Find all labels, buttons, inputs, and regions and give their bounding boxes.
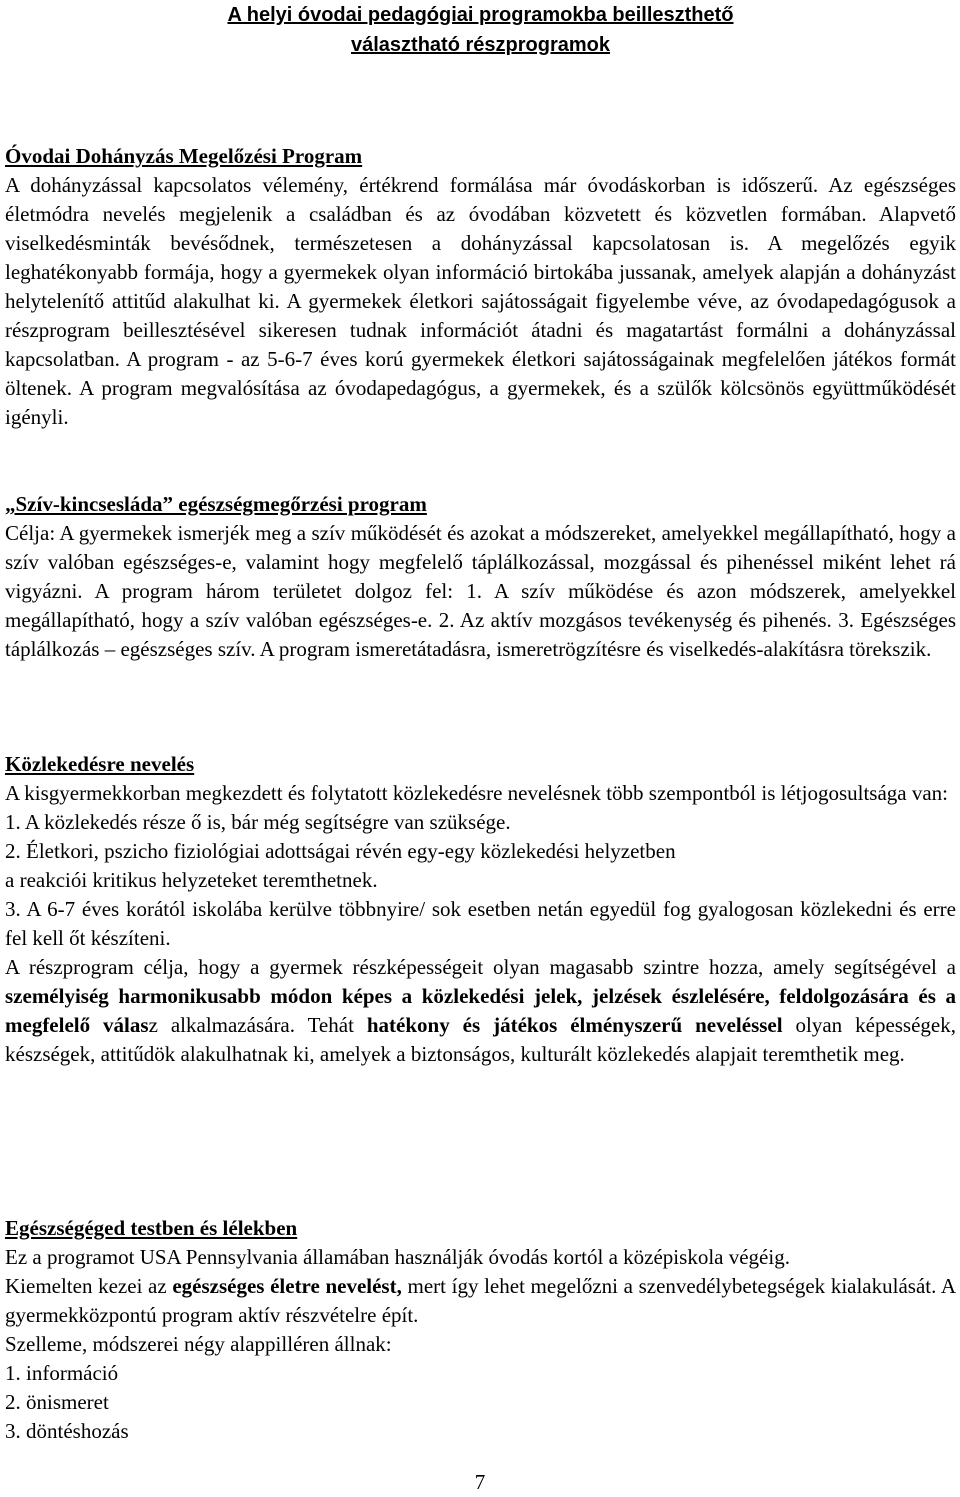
body-line: Szelleme, módszerei négy alappilléren állnak: (5, 1332, 392, 1356)
section-body: A dohányzással kapcsolatos vélemény, értékrend formálása már óvodáskorban is időszerű. Az egészséges életmódra nevelés megjelenik a családban és az óvodában közvetett és közvetlen formában. Alapvető viselkedésminták bevésődnek, természetesen a dohányzással kapcsolatosan is. A megelőzés egyik leghatékonyabb formája, hogy a gyermekek olyan információ birtokába jussanak, amelyek alapján a dohányzást helytelenítő attitűd alakulhat ki. A gyermekek életkori sajátosságait figyelembe véve, az óvodapedagógusok a részprogram beillesztésével sikeresen tudnak információt átadni és magatartást formálni a dohányzással kapcsolatban. A program - az 5-6-7 éves korú gyermekek életkori sajátosságainak megfelelően játékos formát öltenek. A program megvalósítása az óvodapedagógus, a gyermekek, és a szülők kölcsönös együttműködését igényli. (5, 173, 956, 429)
list-item-continuation: a reakciói kritikus helyzeteket teremthetnek. (5, 868, 378, 892)
section-intro: A kisgyermekkorban megkezdett és folytatott közlekedésre nevelésnek több szempontból is létjogosultsága van: (5, 781, 949, 805)
body-text: olyan képességek, készségek, attitűdök alakulhatnak ki, amelyek a biztonságos, kulturált közlekedés alapjait teremthetik meg. (5, 1013, 956, 1066)
page-title-line-1: A helyi óvodai pedagógiai programokba beilleszthető (227, 4, 734, 26)
page-title-line-2: választható részprogramok (351, 34, 610, 56)
page-title (5, 0, 956, 60)
page-number: 7 (474, 1470, 486, 1494)
section-body: Célja: A gyermekek ismerjék meg a szív működését és azokat a módszereket, amelyekkel megállapítható, hogy a szív valóban egészséges-e, valamint hogy megfelelő táplálkozással, mozgással és pihenéssel miként lehet rá vigyázni. A program három területet dolgoz fel: 1. A szív működése és azon módszerek, amelyekkel megállapítható, hogy a szív valóban egészséges-e. 2. Az aktív mozgásos tevékenység és pihenés. 3. Egészséges táplálkozás – egészséges szív. A program ismeretátadásra, ismeretrögzítésre és viselkedés-alakításra törekszik. (5, 521, 956, 661)
list-item: 3. A 6-7 éves korától iskolába kerülve többnyire/ sok esetben netán egyedül fog gyalogosan közlekedni és erre fel kell őt készíteni. (5, 897, 956, 950)
section-body (5, 1272, 956, 1330)
section-heading: Óvodai Dohányzás Megelőzési Program (5, 144, 363, 168)
list-item: 1. A közlekedés része ő is, bár még segítségre van szüksége. (5, 810, 511, 834)
body-text: Kiemelten kezei az (5, 1274, 173, 1298)
section-kozlekedesre-neveles (5, 750, 956, 1069)
section-sziv-kincseslada (5, 490, 956, 664)
section-body (5, 953, 956, 1069)
list-item: 2. Életkori, pszicho fiziológiai adottságai révén egy-egy közlekedési helyzetben (5, 839, 676, 863)
body-text: mert így lehet megelőzni a szenvedélybetegségek kialakulását. A gyermekközpontú program aktív részvételre épít. (5, 1274, 957, 1327)
list-item: 2. önismeret (5, 1390, 109, 1414)
body-text-bold: személyiség harmonikusabb módon képes a közlekedési jelek, jelzések észlelésére, feldolgozására és a megfelelő válas (5, 984, 956, 1037)
section-egeszseg-testben-lelekben (5, 1214, 956, 1446)
section-heading: „Szív-kincsesláda” egészségmegőrzési program (5, 492, 427, 516)
section-dohanyzas (5, 142, 956, 432)
body-text: A részprogram célja, hogy a gyermek részképességeit olyan magasabb szintre hozza, amely segítségével a (5, 955, 956, 979)
list-item: 1. információ (5, 1361, 119, 1385)
section-heading: Egészségéged testben és lélekben (5, 1216, 298, 1240)
body-text-bold: hatékony és játékos élményszerű neveléssel (366, 1013, 783, 1037)
body-line: Ez a programot USA Pennsylvania államában használják óvodás kortól a középiskola végéig. (5, 1245, 790, 1269)
list-item: 3. döntéshozás (5, 1419, 129, 1443)
body-text-bold: egészséges életre nevelést, (172, 1274, 402, 1298)
section-heading: Közlekedésre nevelés (5, 752, 195, 776)
body-text: z alkalmazására. Tehát (148, 1013, 367, 1037)
